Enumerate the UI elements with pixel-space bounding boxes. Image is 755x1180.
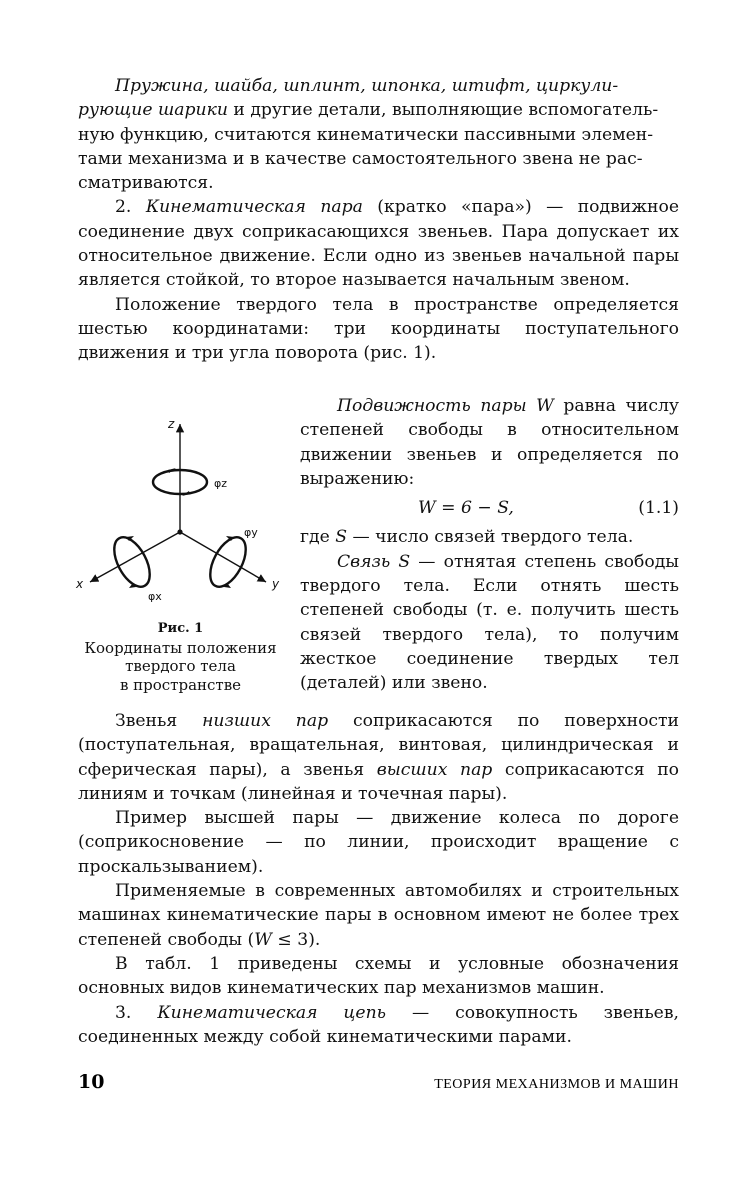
label-x: x bbox=[76, 577, 84, 591]
paragraph bbox=[300, 550, 679, 696]
emphasis-text: S bbox=[335, 527, 348, 548]
formula-expression: W = 6 − S, bbox=[418, 498, 514, 519]
paragraph bbox=[78, 806, 679, 879]
emphasis-text: Кинематическая пара bbox=[145, 197, 363, 218]
text-run: соприкасаются по поверхности (поступательная, вращательная, винтовая, цилиндрическая и сферическая пары), а звенья bbox=[78, 711, 680, 780]
emphasis-text: низших пар bbox=[202, 711, 329, 731]
text-run: В табл. 1 приведены схемы и условные обозначения основных видов кинематических пар механизмов машин. bbox=[78, 953, 679, 999]
page-footer bbox=[78, 1071, 679, 1093]
text-run: Пример высшей пары — движение колеса по дороге (соприкосновение — по линии, происходит вращение с проскальзыванием). bbox=[78, 808, 679, 877]
formula-number: (1.1) bbox=[638, 498, 679, 519]
paragraph bbox=[78, 74, 679, 195]
running-head: ТЕОРИЯ МЕХАНИЗМОВ И МАШИН bbox=[434, 1077, 679, 1092]
paragraph bbox=[300, 525, 679, 549]
caption-line-2: твердого тела bbox=[125, 657, 236, 675]
text-run: — отнятая степень свободы твердого тела. Если отнять шесть степеней свободы (т. е. получить шесть связей твердого тела), то получим жесткое соединение твердых тел (деталей) или звено. bbox=[300, 551, 679, 694]
axis-y bbox=[180, 532, 266, 582]
figure-coordinate-axes bbox=[68, 410, 293, 610]
text-run: Положение твердого тела в пространстве определяется шестью координатами: три координаты поступательного движения и три угла поворота (рис. 1). bbox=[78, 294, 679, 364]
caption-line-3: в пространстве bbox=[119, 675, 242, 694]
text-run: Применяемые в современных автомобилях и строительных машинах кинематические пары в основном имеют не более трех степеней свободы ( bbox=[78, 881, 679, 950]
emphasis-text: Подвижность пары W bbox=[337, 396, 554, 416]
text-run: Звенья bbox=[115, 711, 203, 731]
text-run: сматриваются. bbox=[78, 173, 214, 194]
origin-point bbox=[177, 529, 182, 534]
paragraph bbox=[78, 709, 679, 806]
text-run: ≤ 3). bbox=[271, 929, 321, 950]
text-run: тами механизма и в качестве самостоятельного звена не рас- bbox=[78, 148, 643, 169]
figure-number: Рис. 1 bbox=[157, 621, 204, 636]
label-phi-x: φx bbox=[148, 590, 162, 603]
text-run: — совокупность звеньев, соединенных между собой кинематическими парами. bbox=[78, 1002, 679, 1047]
paragraph bbox=[78, 293, 679, 366]
text-run: (кратко «пара») — подвижное соединение двух соприкасающихся звеньев. Пара допускает их относительное движение. Если одно из звеньев начальной пары является стойкой, то второе называется начальным звеном. bbox=[78, 197, 679, 291]
label-y: y bbox=[272, 577, 280, 591]
emphasis-text: Пружина, шайба, шплинт, шпонка, штифт, циркули- bbox=[115, 76, 619, 96]
text-run: равна числу степеней свободы в относительном движении звеньев и определяется по выражению: bbox=[300, 396, 680, 489]
rotation-x-ring bbox=[107, 532, 157, 593]
figure-caption bbox=[68, 620, 293, 694]
label-phi-z: φz bbox=[214, 477, 228, 490]
page-number: 10 bbox=[78, 1071, 105, 1093]
label-phi-y: φy bbox=[244, 526, 258, 539]
paragraph bbox=[300, 394, 679, 491]
text-run: — число связей твердого тела. bbox=[347, 527, 634, 548]
text-run: и другие детали, выполняющие вспомогатель- bbox=[227, 100, 659, 121]
emphasis-text: Кинематическая цепь bbox=[157, 1002, 387, 1023]
formula-1-1 bbox=[300, 496, 679, 520]
paragraph bbox=[78, 879, 679, 952]
emphasis-text: рующие шарики bbox=[78, 100, 228, 121]
paragraph bbox=[78, 1001, 679, 1050]
emphasis-text: Связь S bbox=[337, 551, 411, 572]
text-run: где bbox=[300, 527, 336, 548]
paragraph bbox=[78, 952, 679, 1001]
text-right-column bbox=[300, 394, 679, 696]
emphasis-text: высших пар bbox=[376, 759, 493, 780]
text-run: ную функцию, считаются кинематически пассивными элемен- bbox=[78, 124, 654, 145]
text-run: 3. bbox=[115, 1002, 158, 1023]
paragraph bbox=[78, 195, 679, 292]
text-bottom bbox=[78, 709, 679, 1049]
text-run: 2. bbox=[115, 197, 146, 218]
emphasis-text: W bbox=[254, 929, 272, 950]
text-top bbox=[78, 74, 679, 366]
axis-x bbox=[90, 532, 180, 582]
label-z: z bbox=[168, 417, 175, 431]
text-run: соприкасаются по линиям и точкам (линейная и точечная пары). bbox=[78, 759, 679, 804]
caption-line-1: Координаты положения bbox=[84, 638, 277, 657]
rotation-y-ring bbox=[203, 532, 253, 593]
